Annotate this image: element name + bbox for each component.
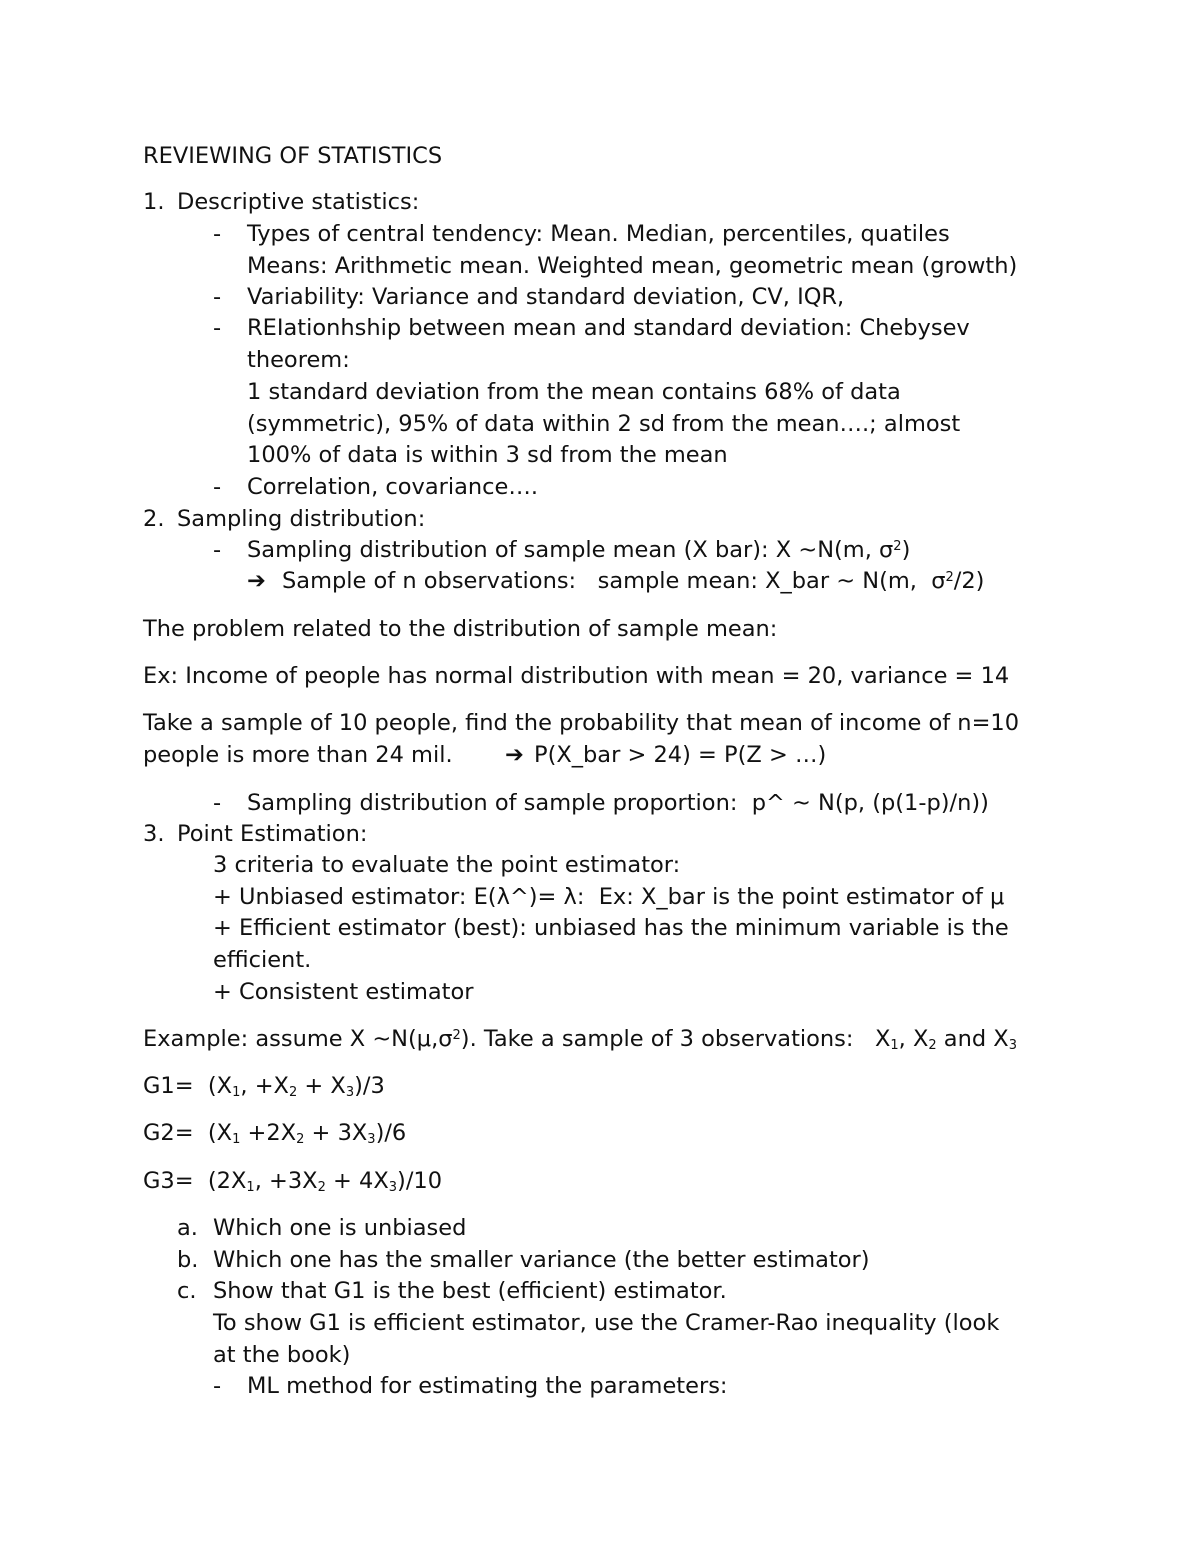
list-letter: c. [177,1278,197,1304]
bullet-dash: - [213,537,222,563]
list-item: Variability: Variance and standard deviation, CV, IQR, [247,284,845,310]
list-number: 3. [143,821,165,847]
bullet-dash: - [213,790,222,816]
list-item: Sampling distribution of sample proportion: p^ ~ N(p, (p(1-p)/n)) [247,790,989,816]
bullet-dash: - [213,284,222,310]
question-item-continuation: at the book) [213,1342,351,1368]
question-item-continuation: To show G1 is efficient estimator, use the Cramer-Rao inequality (look [213,1310,1000,1336]
list-item-continuation: 1 standard deviation from the mean contains 68% of data [247,379,901,405]
list-item-continuation: 100% of data is within 3 sd from the mean [247,442,728,468]
bullet-dash: - [213,221,222,247]
list-letter: a. [177,1215,198,1241]
list-number: 2. [143,506,165,532]
bullet-dash: - [213,315,222,341]
arrow-icon: ➔ [247,568,266,594]
formula-g1: $G1= (X_1$, $+X_2 + X_3)/3$ [143,1073,385,1100]
paragraph: 3 criteria to evaluate the point estimator: [213,852,681,878]
bullet-dash: - [213,474,222,500]
question-item: Which one is unbiased [213,1215,467,1241]
list-item: Correlation, covariance…. [247,474,539,500]
section-heading: Sampling distribution: [177,506,426,532]
list-item-continuation: (symmetric), 95% of data within 2 sd from the mean….; almost [247,411,961,437]
list-item: ML method for estimating the parameters: [247,1373,728,1399]
paragraph: Take a sample of 10 people, find the probability that mean of income of n=10 [143,710,1020,736]
question-item: Which one has the smaller variance (the better estimator) [213,1247,870,1273]
paragraph: + Unbiased estimator: E(λ^)= λ: Ex: X_bar is the point estimator of μ [213,884,1005,910]
list-number: 1. [143,189,165,215]
list-letter: b. [177,1247,199,1273]
example-line: Example: assume X $\sim N(\mu,\sigma^2)$. Take a sample of 3 observations: $X_1$, $X_2$ and $X_3$ [143,1026,1017,1053]
paragraph: + Efficient estimator (best): unbiased has the minimum variable is the [213,915,1009,941]
bullet-dash: - [213,1373,222,1399]
paragraph: efficient. [213,947,312,973]
paragraph: + Consistent estimator [213,979,474,1005]
section-heading: Descriptive statistics: [177,189,420,215]
formula-g3: $G3= (2X_1$, $+3X_2 + 4X_3)/10$ [143,1168,443,1195]
question-item: Show that G1 is the best (efficient) estimator. [213,1278,727,1304]
list-item: Types of central tendency: Mean. Median, percentiles, quatiles [247,221,950,247]
section-heading: Point Estimation: [177,821,368,847]
paragraph: people is more than 24 mil. [143,742,453,768]
formula-g2: $G2= (X_1 +2X_2 + 3X_3)/6$ [143,1120,407,1147]
paragraph: The problem related to the distribution of sample mean: [143,616,778,642]
list-item: REIationhship between mean and standard deviation: Chebysev [247,315,970,341]
list-item-continuation: theorem: [247,347,350,373]
paragraph-formula: P(X_bar > 24) = P(Z > …) [534,742,827,768]
list-item-arrow: Sample of n observations: sample mean: X_bar ~ N(m, $\sigma^2/2$) [282,568,985,594]
paragraph: Ex: Income of people has normal distribution with mean = 20, variance = 14 [143,663,1010,689]
list-item-continuation: Means: Arithmetic mean. Weighted mean, geometric mean (growth) [247,253,1018,279]
document-title: REVIEWING OF STATISTICS [143,143,443,169]
arrow-icon: ➔ [505,742,524,768]
list-item: Sampling distribution of sample mean (X bar): X ~N(m, $\sigma^2$) [247,537,911,563]
